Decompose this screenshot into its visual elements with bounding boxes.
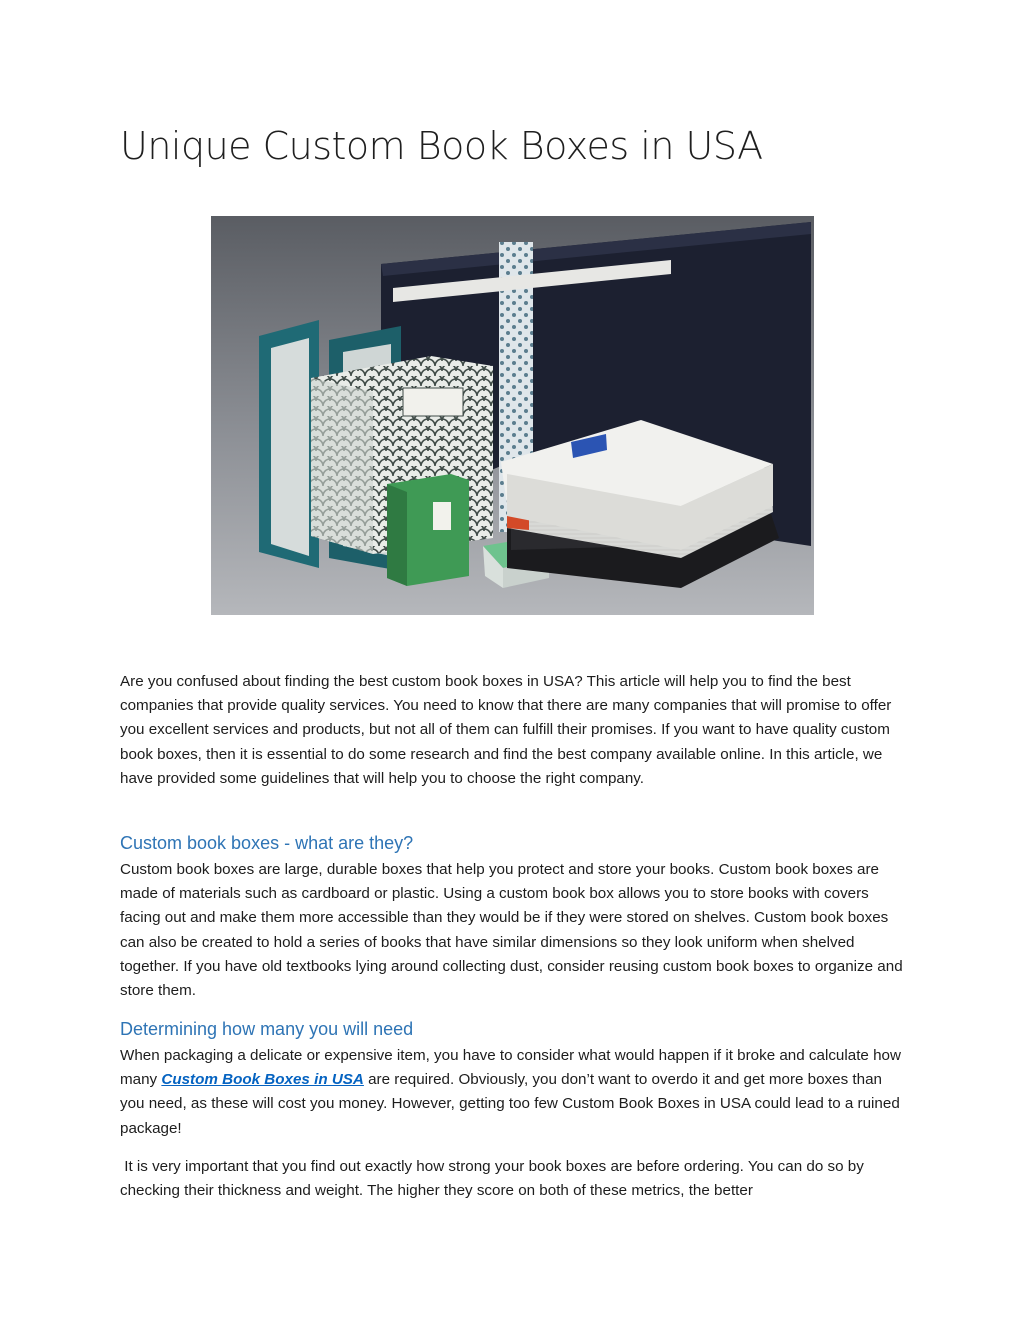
section-paragraph-how-many [120,1044,910,1141]
strength-paragraph: It is very important that you find out exactly how strong your book boxes are before ordering. You can do so by checking their thickness and weight. The higher they score on both of these metrics, the better [120,1158,869,1200]
section-paragraph-what-are-they: Custom book boxes are large, durable boxes that help you protect and store your books. Custom book boxes are made of materials such as cardboard or plastic. Using a custom book box allows you to store books with covers facing out and make them more accessible than they would be if they were stored on shelves. Custom book boxes can also be created to hold a series of books that have similar dimensions so they look uniform when shelved together. If you have old textbooks lying around collecting dust, consider reusing custom book boxes to organize and store them. [120,861,903,1000]
page-title: Unique Custom Book Boxes in USA [120,124,763,168]
section-heading-how-many: Determining how many you will need [120,1019,414,1039]
section-heading-what-are-they: Custom book boxes - what are they? [120,833,414,853]
intro-paragraph: Are you confused about finding the best custom book boxes in USA? This article will help you to find the best companies that provide quality services. You need to know that there are many companies that will promise to offer you excellent services and products, but not all of them can fulfill their promises. If you want to have quality custom book boxes, then it is essential to do some research and find the best company available online. In this article, we have provided some guidelines that will help you to choose the right company. [120,673,892,787]
paragraph-text-after-link: are required. Obviously, you don’t want to overdo it and get more boxes than you need, as these will cost you money. However, getting too few Custom Book Boxes in USA could lead to a ruined package! [120,1071,900,1137]
custom-book-boxes-link[interactable]: Custom Book Boxes in USA [161,1071,364,1089]
book-boxes-photo [211,216,814,615]
paragraph-text-before-link: When packaging a delicate or expensive item, you have to consider what would happen if it broke and calculate how many [120,1047,901,1089]
